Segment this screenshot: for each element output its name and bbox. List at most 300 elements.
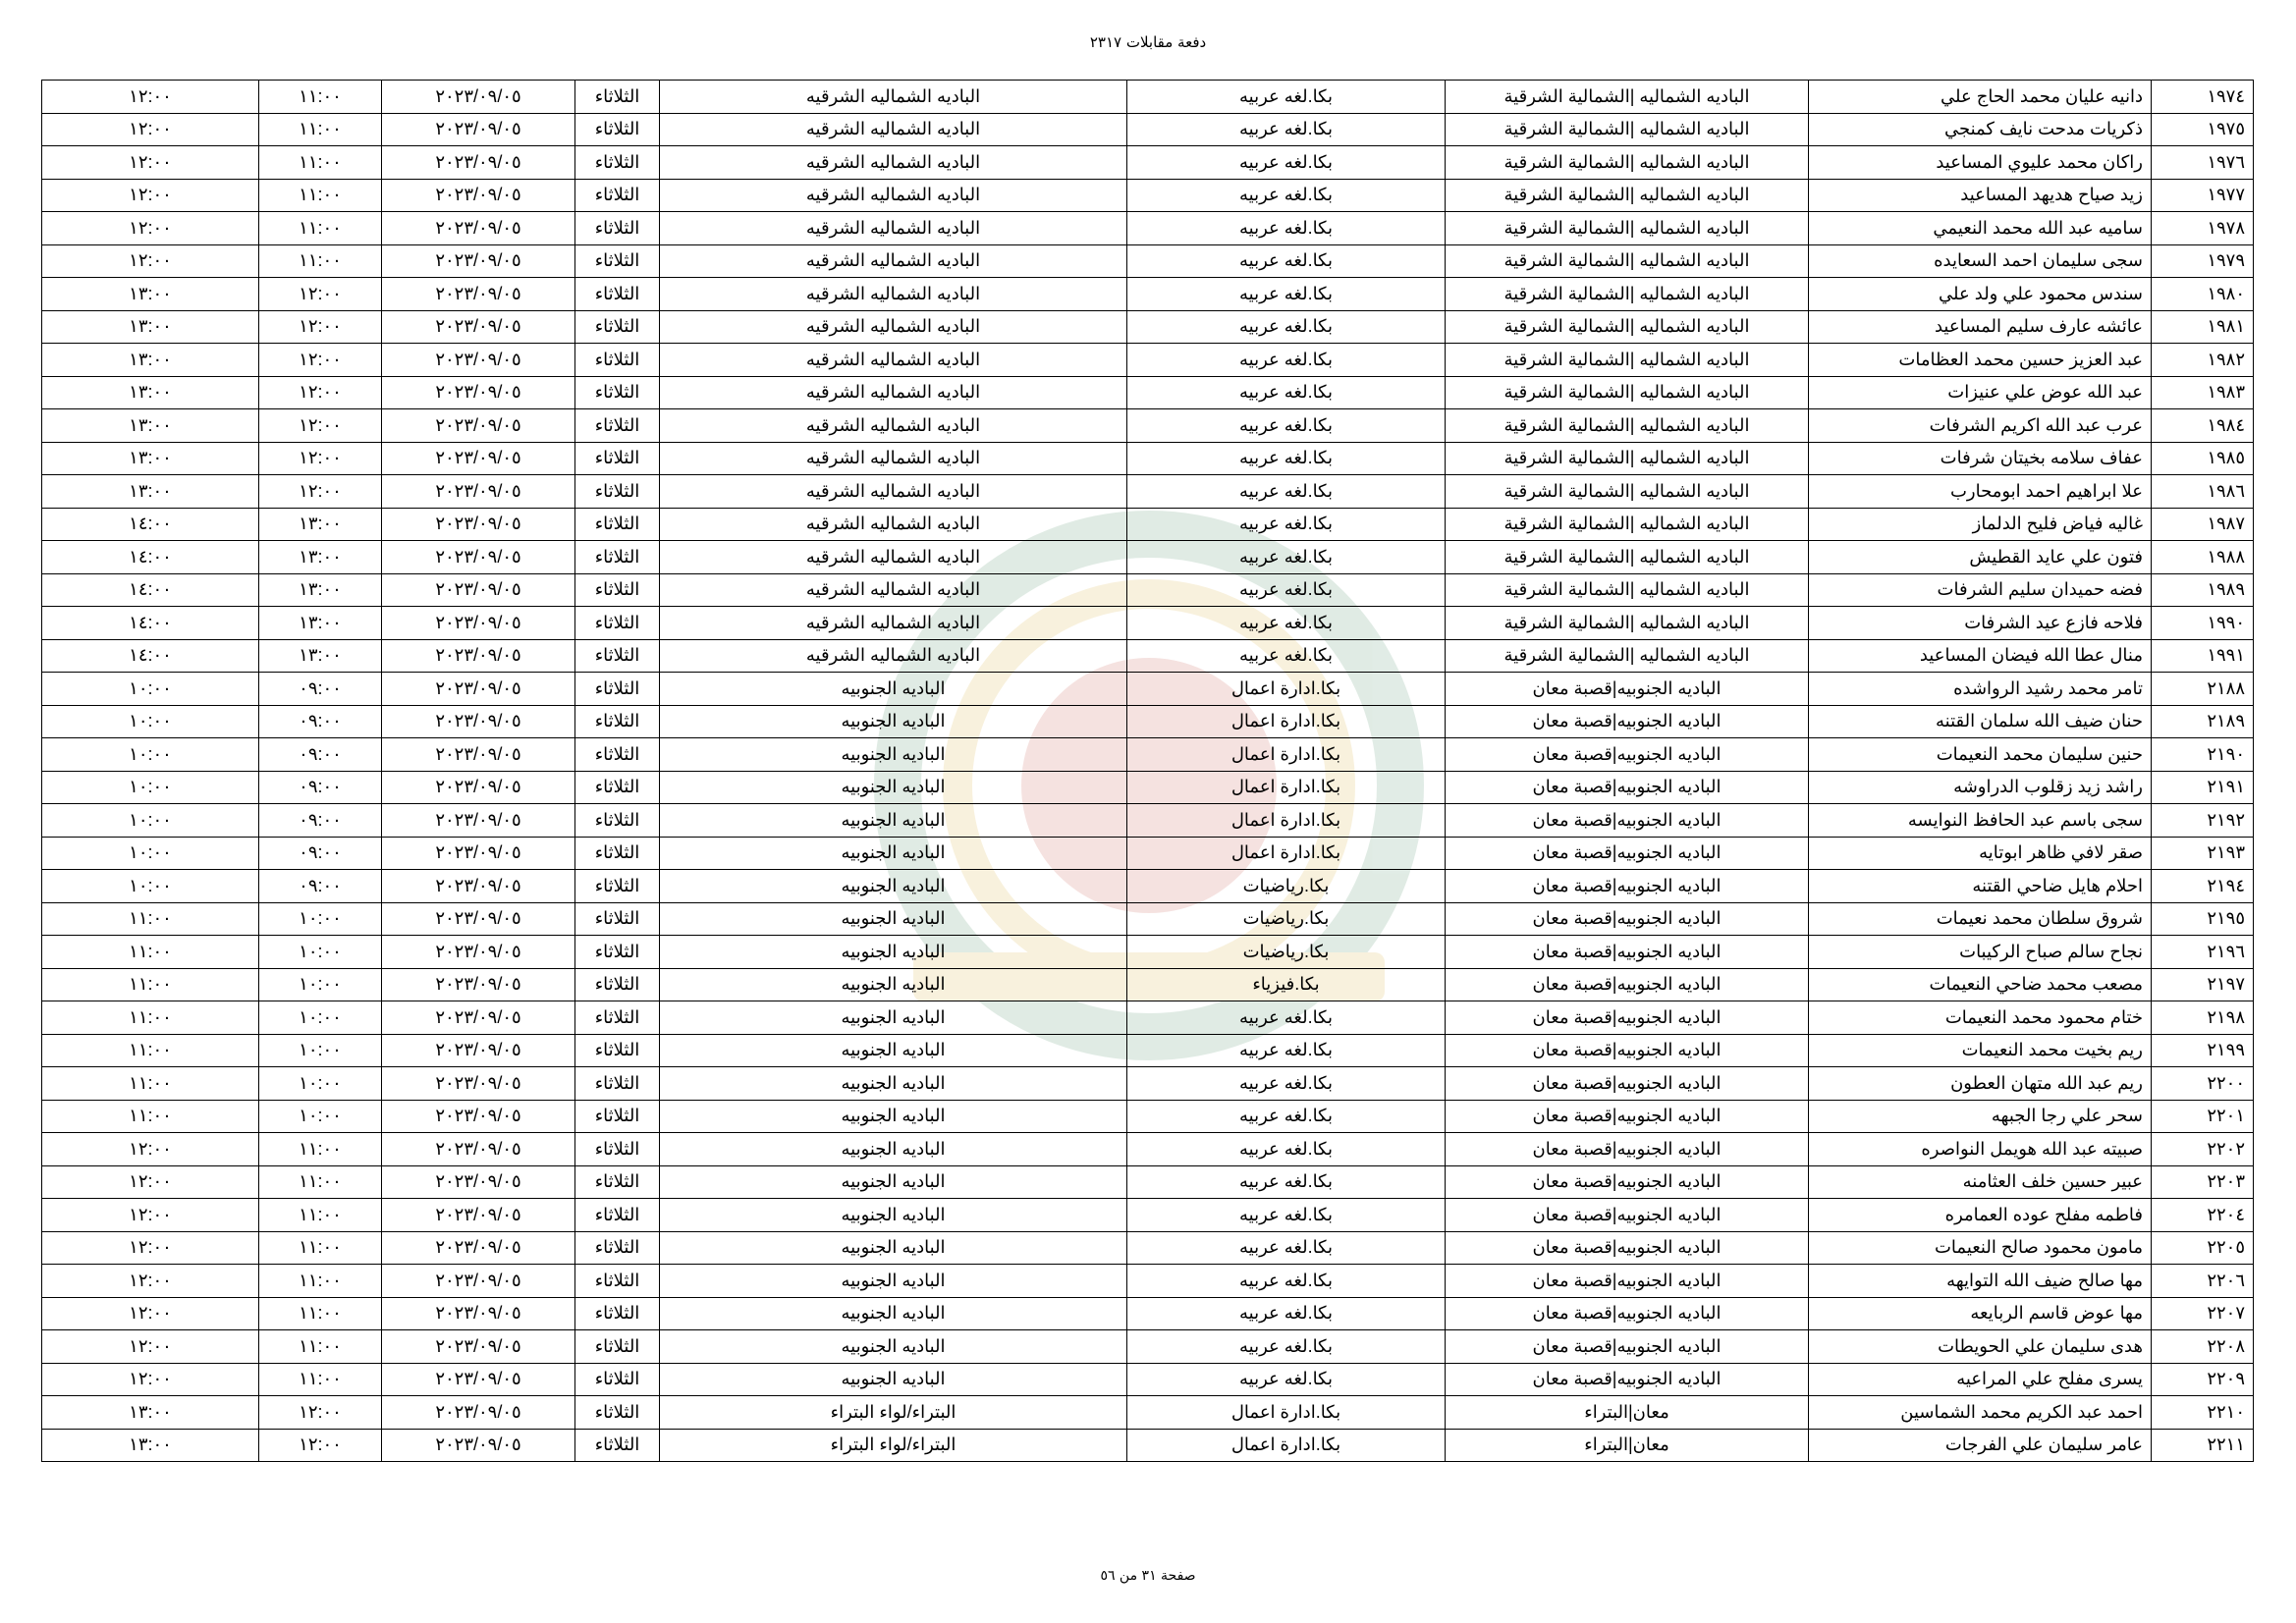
region-cell: الباديه الجنوبيه|قصبة معان [1446, 705, 1809, 738]
date-cell: ٢٠٢٣/٠٩/٠٥ [382, 541, 575, 574]
directorate-cell: الباديه الجنوبيه [660, 936, 1127, 969]
applicant-name: دانيه عليان محمد الحاج علي [1809, 81, 2152, 114]
directorate-cell: الباديه الشماليه الشرقيه [660, 639, 1127, 673]
date-cell: ٢٠٢٣/٠٩/٠٥ [382, 673, 575, 706]
day-cell: الثلاثاء [575, 344, 660, 377]
directorate-cell: البتراء/لواء البتراء [660, 1396, 1127, 1430]
specialization-cell: بكا.لغه عربيه [1127, 508, 1446, 541]
start-time-cell: ١٢:٠٠ [259, 442, 382, 475]
day-cell: الثلاثاء [575, 1396, 660, 1430]
table-row [42, 804, 2254, 838]
applicant-name: احمد عبد الكريم محمد الشماسين [1809, 1396, 2152, 1430]
directorate-cell: البتراء/لواء البتراء [660, 1429, 1127, 1462]
applicant-number: ٢١٨٩ [2152, 705, 2254, 738]
directorate-cell: الباديه الجنوبيه [660, 673, 1127, 706]
region-cell: الباديه الجنوبيه|قصبة معان [1446, 936, 1809, 969]
day-cell: الثلاثاء [575, 607, 660, 640]
end-time-cell: ١٤:٠٠ [42, 541, 259, 574]
table-row [42, 573, 2254, 607]
table-row [42, 475, 2254, 509]
region-cell: الباديه الشماليه |الشمالية الشرقية [1446, 508, 1809, 541]
day-cell: الثلاثاء [575, 113, 660, 146]
table-row [42, 771, 2254, 804]
table-row [42, 738, 2254, 772]
applicant-number: ١٩٨٠ [2152, 278, 2254, 311]
start-time-cell: ١١:٠٠ [259, 1133, 382, 1166]
region-cell: الباديه الشماليه |الشمالية الشرقية [1446, 541, 1809, 574]
specialization-cell: بكا.لغه عربيه [1127, 244, 1446, 278]
date-cell: ٢٠٢٣/٠٩/٠٥ [382, 771, 575, 804]
directorate-cell: الباديه الشماليه الشرقيه [660, 607, 1127, 640]
date-cell: ٢٠٢٣/٠٩/٠٥ [382, 1330, 575, 1364]
table-row [42, 310, 2254, 344]
specialization-cell: بكا.لغه عربيه [1127, 442, 1446, 475]
table-row [42, 278, 2254, 311]
table-row [42, 1429, 2254, 1462]
applicant-number: ١٩٨٥ [2152, 442, 2254, 475]
applicant-number: ٢١٩٣ [2152, 837, 2254, 870]
applicant-name: حنين سليمان محمد النعيمات [1809, 738, 2152, 772]
directorate-cell: الباديه الجنوبيه [660, 738, 1127, 772]
specialization-cell: بكا.لغه عربيه [1127, 344, 1446, 377]
end-time-cell: ١١:٠٠ [42, 1034, 259, 1067]
table-row [42, 442, 2254, 475]
start-time-cell: ١٢:٠٠ [259, 344, 382, 377]
applicant-number: ١٩٨١ [2152, 310, 2254, 344]
applicant-name: عبد العزيز حسين محمد العظامات [1809, 344, 2152, 377]
start-time-cell: ١٣:٠٠ [259, 573, 382, 607]
date-cell: ٢٠٢٣/٠٩/٠٥ [382, 870, 575, 903]
applicant-name: منال عطا الله فيضان المساعيد [1809, 639, 2152, 673]
start-time-cell: ١١:٠٠ [259, 81, 382, 114]
specialization-cell: بكا.لغه عربيه [1127, 541, 1446, 574]
start-time-cell: ١٢:٠٠ [259, 1429, 382, 1462]
day-cell: الثلاثاء [575, 771, 660, 804]
region-cell: الباديه الجنوبيه|قصبة معان [1446, 870, 1809, 903]
day-cell: الثلاثاء [575, 1429, 660, 1462]
specialization-cell: بكا.لغه عربيه [1127, 409, 1446, 443]
date-cell: ٢٠٢٣/٠٩/٠٥ [382, 146, 575, 180]
applicant-name: غاليه فياض فليح الدلماز [1809, 508, 2152, 541]
specialization-cell: بكا.لغه عربيه [1127, 113, 1446, 146]
end-time-cell: ١٤:٠٠ [42, 573, 259, 607]
table-row [42, 113, 2254, 146]
date-cell: ٢٠٢٣/٠٩/٠٥ [382, 607, 575, 640]
specialization-cell: بكا.رياضيات [1127, 902, 1446, 936]
day-cell: الثلاثاء [575, 442, 660, 475]
directorate-cell: الباديه الجنوبيه [660, 705, 1127, 738]
region-cell: الباديه الشماليه |الشمالية الشرقية [1446, 244, 1809, 278]
start-time-cell: ١٢:٠٠ [259, 409, 382, 443]
end-time-cell: ١١:٠٠ [42, 1067, 259, 1101]
specialization-cell: بكا.لغه عربيه [1127, 81, 1446, 114]
applicant-number: ١٩٨٢ [2152, 344, 2254, 377]
table-row [42, 968, 2254, 1001]
applicant-number: ٢٢٠٩ [2152, 1363, 2254, 1396]
start-time-cell: ١٢:٠٠ [259, 278, 382, 311]
directorate-cell: الباديه الجنوبيه [660, 1330, 1127, 1364]
applicant-name: فضه حميدان سليم الشرفات [1809, 573, 2152, 607]
directorate-cell: الباديه الجنوبيه [660, 1165, 1127, 1199]
date-cell: ٢٠٢٣/٠٩/٠٥ [382, 902, 575, 936]
date-cell: ٢٠٢٣/٠٩/٠٥ [382, 1199, 575, 1232]
applicant-name: سحر علي رجا الجبهه [1809, 1100, 2152, 1133]
table-row [42, 673, 2254, 706]
date-cell: ٢٠٢٣/٠٩/٠٥ [382, 1297, 575, 1330]
applicant-name: ريم عبد الله متهان العطون [1809, 1067, 2152, 1101]
start-time-cell: ١٣:٠٠ [259, 508, 382, 541]
date-cell: ٢٠٢٣/٠٩/٠٥ [382, 475, 575, 509]
applicant-number: ١٩٧٨ [2152, 212, 2254, 245]
start-time-cell: ١٠:٠٠ [259, 936, 382, 969]
specialization-cell: بكا.لغه عربيه [1127, 212, 1446, 245]
start-time-cell: ١٠:٠٠ [259, 1100, 382, 1133]
start-time-cell: ٠٩:٠٠ [259, 738, 382, 772]
date-cell: ٢٠٢٣/٠٩/٠٥ [382, 1429, 575, 1462]
applicant-name: عفاف سلامه بخيتان شرفات [1809, 442, 2152, 475]
region-cell: الباديه الجنوبيه|قصبة معان [1446, 1067, 1809, 1101]
date-cell: ٢٠٢٣/٠٩/٠٥ [382, 376, 575, 409]
date-cell: ٢٠٢٣/٠٩/٠٥ [382, 705, 575, 738]
applicant-number: ٢٢٠٧ [2152, 1297, 2254, 1330]
table-row [42, 1363, 2254, 1396]
end-time-cell: ١٢:٠٠ [42, 81, 259, 114]
specialization-cell: بكا.لغه عربيه [1127, 1297, 1446, 1330]
start-time-cell: ١١:٠٠ [259, 146, 382, 180]
end-time-cell: ١١:٠٠ [42, 1100, 259, 1133]
start-time-cell: ١١:٠٠ [259, 244, 382, 278]
specialization-cell: بكا.لغه عربيه [1127, 607, 1446, 640]
end-time-cell: ١٢:٠٠ [42, 244, 259, 278]
end-time-cell: ١٣:٠٠ [42, 442, 259, 475]
end-time-cell: ١٤:٠٠ [42, 508, 259, 541]
start-time-cell: ٠٩:٠٠ [259, 705, 382, 738]
directorate-cell: الباديه الجنوبيه [660, 1363, 1127, 1396]
region-cell: الباديه الجنوبيه|قصبة معان [1446, 837, 1809, 870]
applicant-name: يسرى مفلح علي المراعيه [1809, 1363, 2152, 1396]
region-cell: الباديه الجنوبيه|قصبة معان [1446, 1297, 1809, 1330]
date-cell: ٢٠٢٣/٠٩/٠٥ [382, 1034, 575, 1067]
specialization-cell: بكا.لغه عربيه [1127, 1330, 1446, 1364]
table-row [42, 508, 2254, 541]
end-time-cell: ١٢:٠٠ [42, 113, 259, 146]
specialization-cell: بكا.ادارة اعمال [1127, 804, 1446, 838]
directorate-cell: الباديه الشماليه الشرقيه [660, 541, 1127, 574]
directorate-cell: الباديه الجنوبيه [660, 837, 1127, 870]
start-time-cell: ٠٩:٠٠ [259, 771, 382, 804]
directorate-cell: الباديه الشماليه الشرقيه [660, 179, 1127, 212]
day-cell: الثلاثاء [575, 573, 660, 607]
day-cell: الثلاثاء [575, 673, 660, 706]
table-row [42, 212, 2254, 245]
applicant-name: ريم بخيت محمد النعيمات [1809, 1034, 2152, 1067]
applicant-name: مامون محمود صالح النعيمات [1809, 1231, 2152, 1265]
region-cell: الباديه الجنوبيه|قصبة معان [1446, 673, 1809, 706]
region-cell: الباديه الشماليه |الشمالية الشرقية [1446, 409, 1809, 443]
applicant-name: راكان محمد عليوي المساعيد [1809, 146, 2152, 180]
specialization-cell: بكا.ادارة اعمال [1127, 1396, 1446, 1430]
end-time-cell: ١٤:٠٠ [42, 607, 259, 640]
applicant-number: ١٩٨٧ [2152, 508, 2254, 541]
table-row [42, 837, 2254, 870]
directorate-cell: الباديه الشماليه الشرقيه [660, 344, 1127, 377]
applicant-name: نجاح سالم صباح الركيبات [1809, 936, 2152, 969]
start-time-cell: ١١:٠٠ [259, 1265, 382, 1298]
start-time-cell: ١٢:٠٠ [259, 376, 382, 409]
day-cell: الثلاثاء [575, 1363, 660, 1396]
end-time-cell: ١١:٠٠ [42, 902, 259, 936]
date-cell: ٢٠٢٣/٠٩/٠٥ [382, 1265, 575, 1298]
applicant-number: ٢٢٠٥ [2152, 1231, 2254, 1265]
date-cell: ٢٠٢٣/٠٩/٠٥ [382, 1001, 575, 1035]
end-time-cell: ١٠:٠٠ [42, 804, 259, 838]
specialization-cell: بكا.لغه عربيه [1127, 1363, 1446, 1396]
table-row [42, 902, 2254, 936]
directorate-cell: الباديه الشماليه الشرقيه [660, 113, 1127, 146]
specialization-cell: بكا.لغه عربيه [1127, 1100, 1446, 1133]
specialization-cell: بكا.لغه عربيه [1127, 376, 1446, 409]
directorate-cell: الباديه الجنوبيه [660, 804, 1127, 838]
end-time-cell: ١٠:٠٠ [42, 837, 259, 870]
day-cell: الثلاثاء [575, 1133, 660, 1166]
date-cell: ٢٠٢٣/٠٩/٠٥ [382, 936, 575, 969]
date-cell: ٢٠٢٣/٠٩/٠٥ [382, 113, 575, 146]
end-time-cell: ١٠:٠٠ [42, 738, 259, 772]
applicant-name: صبيته عبد الله هويمل النواصره [1809, 1133, 2152, 1166]
region-cell: الباديه الجنوبيه|قصبة معان [1446, 1231, 1809, 1265]
specialization-cell: بكا.لغه عربيه [1127, 179, 1446, 212]
specialization-cell: بكا.لغه عربيه [1127, 573, 1446, 607]
table-row [42, 1001, 2254, 1035]
applicant-number: ١٩٨٤ [2152, 409, 2254, 443]
region-cell: الباديه الشماليه |الشمالية الشرقية [1446, 607, 1809, 640]
date-cell: ٢٠٢٣/٠٩/٠٥ [382, 81, 575, 114]
directorate-cell: الباديه الجنوبيه [660, 902, 1127, 936]
directorate-cell: الباديه الشماليه الشرقيه [660, 310, 1127, 344]
applicant-number: ١٩٧٥ [2152, 113, 2254, 146]
table-row [42, 1330, 2254, 1364]
directorate-cell: الباديه الجنوبيه [660, 1067, 1127, 1101]
directorate-cell: الباديه الشماليه الشرقيه [660, 146, 1127, 180]
table-row [42, 936, 2254, 969]
end-time-cell: ١٠:٠٠ [42, 870, 259, 903]
date-cell: ٢٠٢٣/٠٩/٠٥ [382, 1100, 575, 1133]
applicant-name: مها عوض قاسم الربايعه [1809, 1297, 2152, 1330]
directorate-cell: الباديه الشماليه الشرقيه [660, 376, 1127, 409]
region-cell: الباديه الجنوبيه|قصبة معان [1446, 968, 1809, 1001]
specialization-cell: بكا.لغه عربيه [1127, 639, 1446, 673]
day-cell: الثلاثاء [575, 1165, 660, 1199]
day-cell: الثلاثاء [575, 81, 660, 114]
region-cell: الباديه الشماليه |الشمالية الشرقية [1446, 376, 1809, 409]
region-cell: معان|البتراء [1446, 1429, 1809, 1462]
date-cell: ٢٠٢٣/٠٩/٠٥ [382, 310, 575, 344]
page-header: دفعة مقابلات ٢٣١٧ [1089, 33, 1207, 51]
end-time-cell: ١٢:٠٠ [42, 1363, 259, 1396]
day-cell: الثلاثاء [575, 146, 660, 180]
applicant-number: ٢١٩٠ [2152, 738, 2254, 772]
day-cell: الثلاثاء [575, 639, 660, 673]
date-cell: ٢٠٢٣/٠٩/٠٥ [382, 409, 575, 443]
date-cell: ٢٠٢٣/٠٩/٠٥ [382, 212, 575, 245]
applicant-name: فاطمه مفلح عوده العمامره [1809, 1199, 2152, 1232]
start-time-cell: ١٢:٠٠ [259, 1396, 382, 1430]
directorate-cell: الباديه الشماليه الشرقيه [660, 81, 1127, 114]
table-row [42, 1100, 2254, 1133]
specialization-cell: بكا.ادارة اعمال [1127, 771, 1446, 804]
applicant-name: عامر سليمان علي الفرجات [1809, 1429, 2152, 1462]
day-cell: الثلاثاء [575, 475, 660, 509]
directorate-cell: الباديه الشماليه الشرقيه [660, 573, 1127, 607]
date-cell: ٢٠٢٣/٠٩/٠٥ [382, 1231, 575, 1265]
date-cell: ٢٠٢٣/٠٩/٠٥ [382, 1133, 575, 1166]
applicant-number: ١٩٨٨ [2152, 541, 2254, 574]
date-cell: ٢٠٢٣/٠٩/٠٥ [382, 179, 575, 212]
page-footer: صفحة ٣١ من ٥٦ [1100, 1568, 1196, 1584]
start-time-cell: ١٠:٠٠ [259, 1067, 382, 1101]
applicant-name: مصعب محمد ضاحي النعيمات [1809, 968, 2152, 1001]
applicant-number: ١٩٧٤ [2152, 81, 2254, 114]
day-cell: الثلاثاء [575, 1330, 660, 1364]
applicant-name: عبير حسين خلف العثامنه [1809, 1165, 2152, 1199]
directorate-cell: الباديه الجنوبيه [660, 771, 1127, 804]
table-row [42, 244, 2254, 278]
table-row [42, 607, 2254, 640]
day-cell: الثلاثاء [575, 541, 660, 574]
interview-schedule-table [41, 80, 2254, 1462]
applicant-name: سندس محمود علي ولد علي [1809, 278, 2152, 311]
directorate-cell: الباديه الشماليه الشرقيه [660, 212, 1127, 245]
day-cell: الثلاثاء [575, 376, 660, 409]
applicant-name: سجى سليمان احمد السعايده [1809, 244, 2152, 278]
day-cell: الثلاثاء [575, 837, 660, 870]
applicant-number: ٢٢٠٠ [2152, 1067, 2254, 1101]
directorate-cell: الباديه الجنوبيه [660, 968, 1127, 1001]
region-cell: الباديه الشماليه |الشمالية الشرقية [1446, 81, 1809, 114]
table-row [42, 1231, 2254, 1265]
table-row [42, 179, 2254, 212]
start-time-cell: ١٢:٠٠ [259, 310, 382, 344]
table-body [42, 81, 2254, 1462]
specialization-cell: بكا.فيزياء [1127, 968, 1446, 1001]
date-cell: ٢٠٢٣/٠٩/٠٥ [382, 968, 575, 1001]
region-cell: الباديه الجنوبيه|قصبة معان [1446, 1165, 1809, 1199]
end-time-cell: ١٠:٠٠ [42, 771, 259, 804]
applicant-name: شروق سلطان محمد نعيمات [1809, 902, 2152, 936]
region-cell: الباديه الشماليه |الشمالية الشرقية [1446, 146, 1809, 180]
region-cell: الباديه الجنوبيه|قصبة معان [1446, 1330, 1809, 1364]
applicant-number: ٢١٩٢ [2152, 804, 2254, 838]
directorate-cell: الباديه الشماليه الشرقيه [660, 244, 1127, 278]
table-row [42, 1265, 2254, 1298]
directorate-cell: الباديه الشماليه الشرقيه [660, 409, 1127, 443]
specialization-cell: بكا.لغه عربيه [1127, 1067, 1446, 1101]
specialization-cell: بكا.ادارة اعمال [1127, 673, 1446, 706]
date-cell: ٢٠٢٣/٠٩/٠٥ [382, 1363, 575, 1396]
applicant-name: عبد الله عوض علي عنيزات [1809, 376, 2152, 409]
date-cell: ٢٠٢٣/٠٩/٠٥ [382, 837, 575, 870]
table-row [42, 639, 2254, 673]
applicant-number: ٢١٩٨ [2152, 1001, 2254, 1035]
directorate-cell: الباديه الشماليه الشرقيه [660, 442, 1127, 475]
date-cell: ٢٠٢٣/٠٩/٠٥ [382, 1396, 575, 1430]
end-time-cell: ١١:٠٠ [42, 1001, 259, 1035]
region-cell: الباديه الشماليه |الشمالية الشرقية [1446, 278, 1809, 311]
end-time-cell: ١٢:٠٠ [42, 146, 259, 180]
start-time-cell: ٠٩:٠٠ [259, 673, 382, 706]
start-time-cell: ١١:٠٠ [259, 212, 382, 245]
applicant-name: سجى باسم عبد الحافظ النوايسه [1809, 804, 2152, 838]
region-cell: معان|البتراء [1446, 1396, 1809, 1430]
applicant-name: علا ابراهيم احمد ابومحارب [1809, 475, 2152, 509]
day-cell: الثلاثاء [575, 1265, 660, 1298]
table-row [42, 146, 2254, 180]
specialization-cell: بكا.ادارة اعمال [1127, 705, 1446, 738]
specialization-cell: بكا.لغه عربيه [1127, 1165, 1446, 1199]
applicant-name: عرب عبد الله اكريم الشرفات [1809, 409, 2152, 443]
region-cell: الباديه الشماليه |الشمالية الشرقية [1446, 310, 1809, 344]
region-cell: الباديه الجنوبيه|قصبة معان [1446, 771, 1809, 804]
end-time-cell: ١٣:٠٠ [42, 409, 259, 443]
date-cell: ٢٠٢٣/٠٩/٠٥ [382, 573, 575, 607]
day-cell: الثلاثاء [575, 968, 660, 1001]
region-cell: الباديه الشماليه |الشمالية الشرقية [1446, 442, 1809, 475]
start-time-cell: ١١:٠٠ [259, 1330, 382, 1364]
specialization-cell: بكا.لغه عربيه [1127, 1133, 1446, 1166]
table-row [42, 1297, 2254, 1330]
region-cell: الباديه الجنوبيه|قصبة معان [1446, 1363, 1809, 1396]
applicant-number: ٢٢٠٣ [2152, 1165, 2254, 1199]
applicant-name: مها صالح ضيف الله التوايهه [1809, 1265, 2152, 1298]
applicant-number: ١٩٧٧ [2152, 179, 2254, 212]
date-cell: ٢٠٢٣/٠٩/٠٥ [382, 1165, 575, 1199]
start-time-cell: ١٠:٠٠ [259, 1001, 382, 1035]
applicant-number: ٢١٩٩ [2152, 1034, 2254, 1067]
region-cell: الباديه الشماليه |الشمالية الشرقية [1446, 573, 1809, 607]
directorate-cell: الباديه الجنوبيه [660, 1265, 1127, 1298]
specialization-cell: بكا.لغه عربيه [1127, 310, 1446, 344]
table-row [42, 1199, 2254, 1232]
region-cell: الباديه الجنوبيه|قصبة معان [1446, 1133, 1809, 1166]
applicant-name: عائشه عارف سليم المساعيد [1809, 310, 2152, 344]
region-cell: الباديه الشماليه |الشمالية الشرقية [1446, 344, 1809, 377]
applicant-number: ٢١٩١ [2152, 771, 2254, 804]
start-time-cell: ١٣:٠٠ [259, 607, 382, 640]
specialization-cell: بكا.لغه عربيه [1127, 1199, 1446, 1232]
day-cell: الثلاثاء [575, 1100, 660, 1133]
specialization-cell: بكا.لغه عربيه [1127, 146, 1446, 180]
end-time-cell: ١١:٠٠ [42, 968, 259, 1001]
end-time-cell: ١٣:٠٠ [42, 278, 259, 311]
end-time-cell: ١٢:٠٠ [42, 1165, 259, 1199]
region-cell: الباديه الشماليه |الشمالية الشرقية [1446, 639, 1809, 673]
table-row [42, 1067, 2254, 1101]
applicant-number: ١٩٧٩ [2152, 244, 2254, 278]
day-cell: الثلاثاء [575, 1067, 660, 1101]
applicant-name: ذكريات مدحت نايف كمنجي [1809, 113, 2152, 146]
applicant-number: ٢٢٠٤ [2152, 1199, 2254, 1232]
applicant-number: ٢١٩٧ [2152, 968, 2254, 1001]
end-time-cell: ١٤:٠٠ [42, 639, 259, 673]
specialization-cell: بكا.لغه عربيه [1127, 1001, 1446, 1035]
directorate-cell: الباديه الجنوبيه [660, 1133, 1127, 1166]
applicant-number: ٢٢٠٢ [2152, 1133, 2254, 1166]
table-row [42, 1133, 2254, 1166]
applicant-name: احلام هايل ضاحي القتنه [1809, 870, 2152, 903]
applicant-name: ساميه عبد الله محمد النعيمي [1809, 212, 2152, 245]
day-cell: الثلاثاء [575, 212, 660, 245]
directorate-cell: الباديه الجنوبيه [660, 1199, 1127, 1232]
